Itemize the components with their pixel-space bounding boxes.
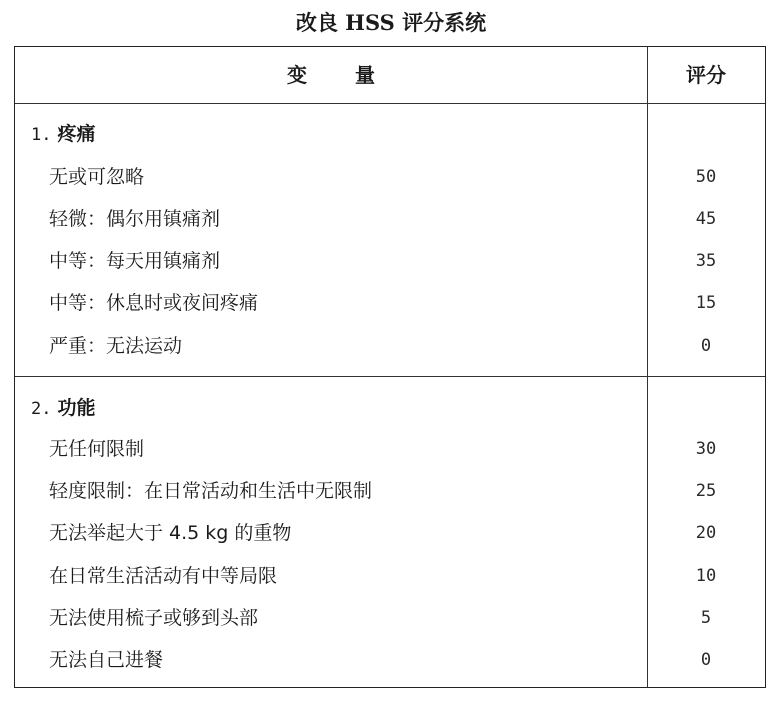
row-score: 5 [700,608,712,628]
row-score: 0 [700,650,712,670]
section-name: 疼痛 [57,123,96,145]
row-score: 10 [695,566,717,586]
hss-score-table [14,46,766,688]
header-variable: 变量 [287,63,423,87]
row-label: 无法自己进餐 [49,649,164,671]
section-number: 2. [31,399,52,419]
row-label: 严重：无法运动 [49,335,183,357]
section-title [31,120,96,148]
row-score: 30 [695,439,717,459]
table-row [15,247,765,275]
row-score: 20 [695,523,717,543]
table-row [15,604,765,632]
header-score: 评分 [686,63,726,87]
row-label: 中等：休息时或夜间疼痛 [49,292,259,314]
table-title: 改良 HSS 评分系统 [295,10,487,35]
row-label: 中等：每天用镇痛剂 [49,250,221,272]
row-score: 50 [695,167,717,187]
table-row [15,332,765,360]
table-row [15,163,765,191]
section-pain [15,104,765,376]
row-label: 在日常生活活动有中等局限 [49,565,278,587]
table-row [15,289,765,317]
row-score: 25 [695,481,717,501]
section-name: 功能 [57,397,96,419]
row-label: 无或可忽略 [49,166,145,188]
row-score: 45 [695,209,717,229]
table-row [15,205,765,233]
section-function [15,376,765,689]
table-row [15,477,765,505]
table-header [15,47,765,104]
row-label: 轻度限制：在日常活动和生活中无限制 [49,480,373,502]
row-score: 15 [695,293,717,313]
section-number: 1. [31,125,52,145]
row-score: 35 [695,251,717,271]
table-row [15,646,765,674]
row-label: 无任何限制 [49,438,145,460]
table-row [15,519,765,547]
row-label: 无法举起大于 4.5 kg 的重物 [49,522,292,544]
row-label: 无法使用梳子或够到头部 [49,607,259,629]
table-row [15,562,765,590]
row-label: 轻微：偶尔用镇痛剂 [49,208,221,230]
section-title [31,394,96,422]
row-score: 0 [700,336,712,356]
table-row [15,435,765,463]
